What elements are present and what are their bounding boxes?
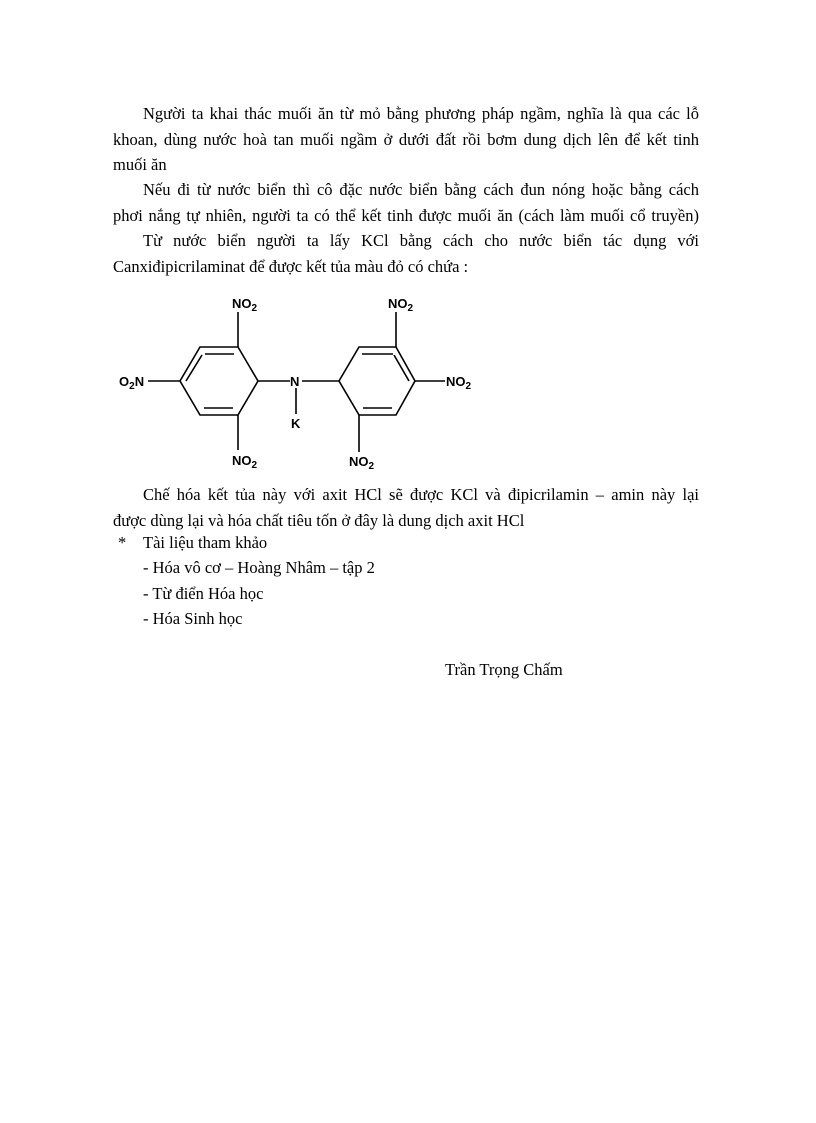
text-line: khoan, dùng nước hoà tan muối ngầm ở dưới đất rồi bơm dung dịch lên để kết tinh	[113, 129, 699, 149]
text-line: được dùng lại và hóa chất tiêu tốn ở đây là dung dịch axit HCl	[113, 510, 525, 530]
right-benzene-ring	[339, 347, 415, 415]
reference-item: - Hóa Sinh học	[143, 609, 243, 628]
references-bullet: *	[118, 533, 127, 552]
paragraph-hcl-treatment	[113, 482, 699, 533]
reference-item: - Từ điển Hóa học	[143, 584, 264, 603]
no2-label-right: $NO_2$	[446, 374, 472, 392]
nitrogen-label: N	[290, 374, 300, 389]
paragraph-sea-water	[113, 177, 699, 228]
paragraph-salt-mining	[113, 101, 699, 178]
paragraph-kcl-extraction	[113, 228, 699, 279]
chemical-structure-diagram	[110, 290, 500, 480]
o2n-label-left: $O_2N$	[119, 374, 145, 392]
no2-label-bottom-left: $NO_2$	[232, 453, 258, 471]
reference-item: - Hóa vô cơ – Hoàng Nhâm – tập 2	[143, 558, 375, 577]
no2-label-bottom-right: $NO_2$	[349, 454, 375, 472]
text-line: phơi nắng tự nhiên, người ta có thể kết tinh được muối ăn (cách làm muối cổ truyền)	[113, 205, 699, 225]
author-signature: Trần Trọng Chấm	[445, 660, 563, 679]
text-line: muối ăn	[113, 155, 167, 174]
text-line: Canxiđipicrilaminat để được kết tủa màu đỏ có chứa :	[113, 256, 469, 276]
no2-label-top-right: $NO_2$	[388, 296, 414, 314]
text-line: Chế hóa kết tủa này với axit HCl sẽ được KCl và đipicrilamin – amin này lại	[143, 485, 699, 504]
no2-label-top-left: $NO_2$	[232, 296, 258, 314]
text-line: Từ nước biển người ta lấy KCl bằng cách cho nước biển tác dụng với	[143, 231, 699, 250]
text-line: Nếu đi từ nước biển thì cô đặc nước biển bằng cách đun nóng hoặc bằng cách	[143, 180, 699, 199]
left-benzene-ring	[180, 347, 258, 415]
references-heading: Tài liệu tham khảo	[143, 533, 268, 552]
text-line: Người ta khai thác muối ăn từ mỏ bằng phương pháp ngầm, nghĩa là qua các lỗ	[143, 104, 699, 123]
potassium-label: K	[291, 416, 301, 431]
